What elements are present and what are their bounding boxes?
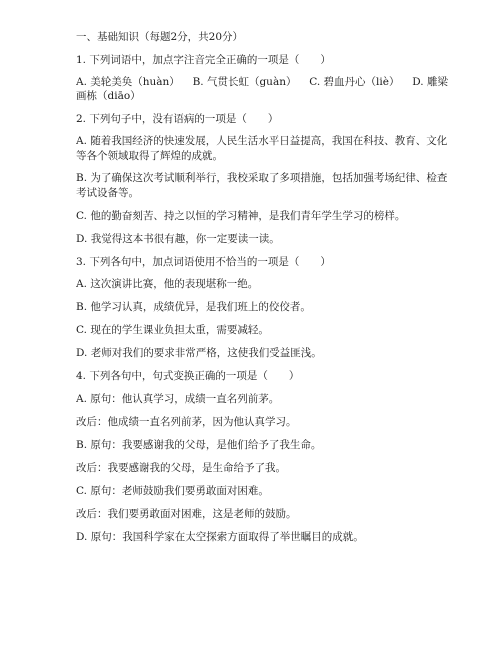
question-4-option-a-revised: 改后：他成绩一直名列前茅，因为他认真学习。 bbox=[76, 416, 297, 428]
question-3-option-c: C. 现在的学生课业负担太重，需要减轻。 bbox=[76, 324, 269, 336]
question-2-option-a-line1: A. 随着我国经济的快速发展，人民生活水平日益提高，我国在科技、教育、文化 bbox=[76, 135, 448, 147]
question-4-option-c-revised: 改后：我们要勇敢面对困难，这是老师的鼓励。 bbox=[76, 508, 297, 520]
question-1-option-d: D. 雕梁 bbox=[412, 76, 448, 88]
question-2-option-c: C. 他的勤奋刻苦、持之以恒的学习精神，是我们青年学生学习的榜样。 bbox=[76, 210, 406, 222]
question-3-option-b: B. 他学习认真，成绩优异，是我们班上的佼佼者。 bbox=[76, 301, 311, 313]
question-1-option-d-cont: 画栋（diāo） bbox=[76, 90, 141, 102]
section-title: 一、基础知识（每题2分，共20分） bbox=[76, 31, 244, 43]
question-4-option-b-revised: 改后：我要感谢我的父母，是生命给予了我。 bbox=[76, 462, 286, 474]
question-4-option-a-original: A. 原句：他认真学习，成绩一直名列前茅。 bbox=[76, 393, 280, 405]
question-1-stem: 1. 下列词语中，加点字注音完全正确的一项是（ ） bbox=[76, 54, 331, 66]
question-3-option-d: D. 老师对我们的要求非常严格，这使我们受益匪浅。 bbox=[76, 347, 322, 359]
question-2-option-a-line2: 等各个领域取得了辉煌的成就。 bbox=[76, 150, 223, 162]
question-2-option-b-line1: B. 为了确保这次考试顺利举行，我校采取了多项措施，包括加强考场纪律、检查 bbox=[76, 172, 448, 184]
question-3-option-a: A. 这次演讲比赛，他的表现堪称一绝。 bbox=[76, 278, 259, 290]
question-2-option-b-line2: 考试设备等。 bbox=[76, 187, 139, 199]
question-3-stem: 3. 下列各句中，加点词语使用不恰当的一项是（ ） bbox=[76, 256, 331, 268]
question-2-stem: 2. 下列句子中，没有语病的一项是（ ） bbox=[76, 113, 279, 125]
question-4-option-b-original: B. 原句：我要感谢我的父母，是他们给予了我生命。 bbox=[76, 439, 322, 451]
question-1-option-c: C. 碧血丹心（liè） bbox=[309, 76, 400, 88]
question-4-option-d-original: D. 原句：我国科学家在太空探索方面取得了举世瞩目的成就。 bbox=[76, 531, 364, 543]
question-4-stem: 4. 下列各句中，句式变换正确的一项是（ ） bbox=[76, 370, 300, 382]
question-1-option-a: A. 美轮美奂（huàn） bbox=[76, 76, 180, 88]
question-1-option-b: B. 气贯长虹（guàn） bbox=[192, 76, 297, 88]
question-4-option-c-original: C. 原句：老师鼓励我们要勇敢面对困难。 bbox=[76, 485, 269, 497]
question-2-option-d: D. 我觉得这本书很有趣，你一定要读一读。 bbox=[76, 233, 280, 245]
